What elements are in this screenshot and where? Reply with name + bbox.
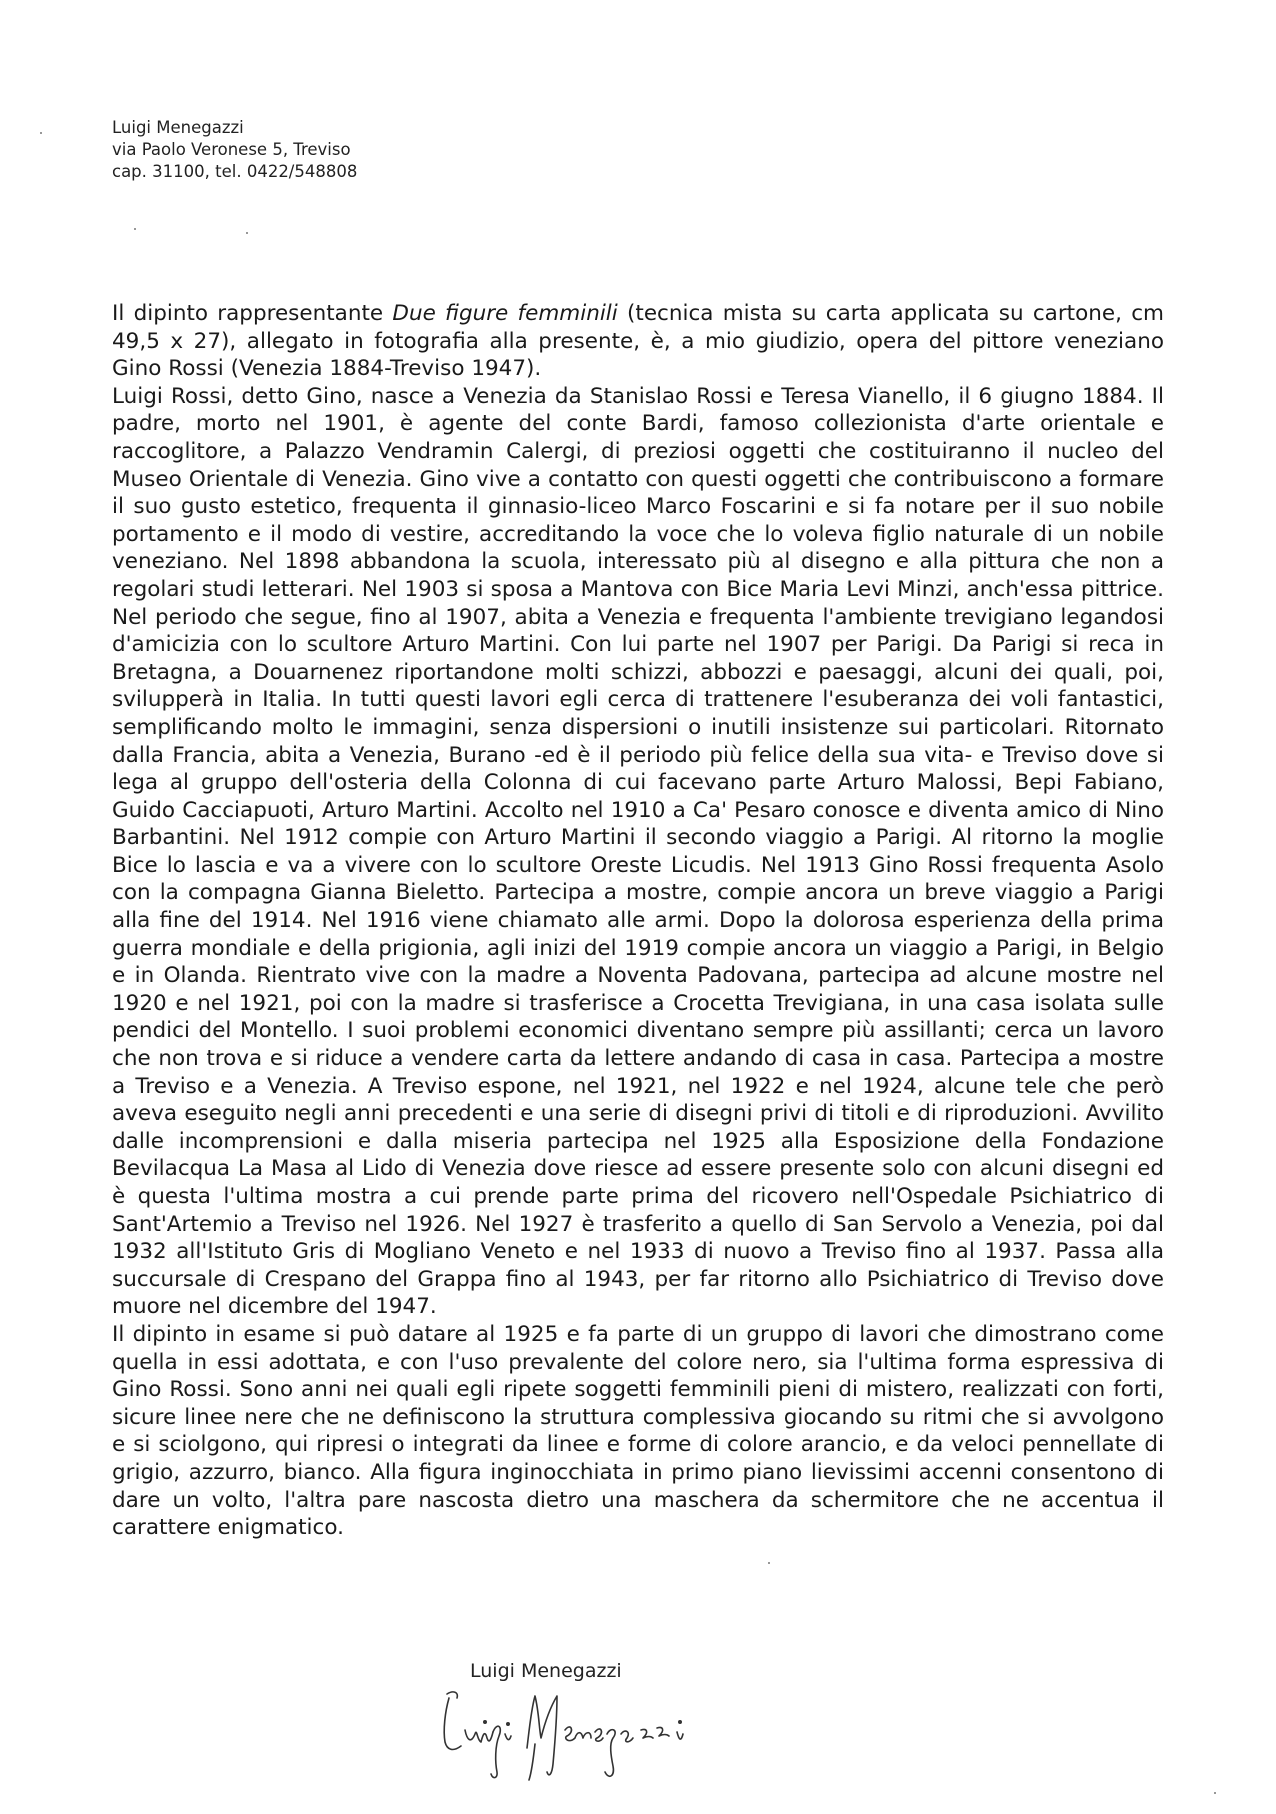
scan-speck (40, 132, 42, 134)
scan-speck (134, 228, 136, 230)
signature-printed-name: Luigi Menegazzi (470, 1660, 622, 1682)
letter-body (112, 300, 1164, 1542)
sender-address: via Paolo Veronese 5, Treviso (112, 140, 351, 159)
scan-speck (246, 232, 248, 234)
handwritten-signature (435, 1682, 725, 1792)
artwork-title: Due figure femminili (392, 301, 618, 326)
paragraph-attribution-rest: (tecnica mista su carta applicata su cartone, cm 49,5 x 27), allegato in fotografia alla presente, è, a mio giudizio, opera del pittore veneziano Gino Rossi (Venezia 1884-Treviso 1947). (112, 301, 1164, 382)
sender-name: Luigi Menegazzi (112, 118, 244, 137)
paragraph-biography: Luigi Rossi, detto Gino, nasce a Venezia da Stanislao Rossi e Teresa Vianello, il 6 giugno 1884. Il padre, morto nel 1901, è agente del conte Bardi, famoso collezionista d'arte orientale e raccoglitore, a Palazzo Vendramin Calergi, di preziosi oggetti che costituiranno il nucleo del Museo Orientale di Venezia. Gino vive a contatto con questi oggetti che contribuiscono a formare il suo gusto estetico, frequenta il ginnasio-liceo Marco Foscarini e si fa notare per il suo nobile portamento e il modo di vestire, accreditando la voce che lo voleva figlio naturale di un nobile veneziano. Nel 1898 abbandona la scuola, interessato più al disegno e alla pittura che non a regolari studi letterari. Nel 1903 si sposa a Mantova con Bice Maria Levi Minzi, anch'essa pittrice. Nel periodo che segue, fino al 1907, abita a Venezia e frequenta l'ambiente trevigiano legandosi d'amicizia con lo scultore Arturo Martini. Con lui parte nel 1907 per Parigi. Da Parigi si reca in Bretagna, a Douarnenez riportandone molti schizzi, abbozzi e paesaggi, alcuni dei quali, poi, svilupperà in Italia. In tutti questi lavori egli cerca di trattenere l'esuberanza dei voli fantastici, semplificando molto le immagini, senza dispersioni o inutili insistenze sui particolari. Ritornato dalla Francia, abita a Venezia, Burano -ed è il periodo più felice della sua vita- e Treviso dove si lega al gruppo dell'osteria della Colonna di cui facevano parte Arturo Malossi, Bepi Fabiano, Guido Cacciapuoti, Arturo Martini. Accolto nel 1910 a Ca' Pesaro conosce e diventa amico di Nino Barbantini. Nel 1912 compie con Arturo Martini il secondo viaggio a Parigi. Al ritorno la moglie Bice lo lascia e va a vivere con lo scultore Oreste Licudis. Nel 1913 Gino Rossi frequenta Asolo con la compagna Gianna Bieletto. Partecipa a mostre, compie ancora un breve viaggio a Parigi alla fine del 1914. Nel 1916 viene chiamato alle armi. Dopo la dolorosa esperienza della prima guerra mondiale e della prigionia, agli inizi del 1919 compie ancora un viaggio a Parigi, in Belgio e in Olanda. Rientrato vive con la madre a Noventa Padovana, partecipa ad alcune mostre nel 1920 e nel 1921, poi con la madre si trasferisce a Crocetta Trevigiana, in una casa isolata sulle pendici del Montello. I suoi problemi economici diventano sempre più assillanti; cerca un lavoro che non trova e si riduce a vendere carta da lettere andando di casa in casa. Partecipa a mostre a Treviso e a Venezia. A Treviso espone, nel 1921, nel 1922 e nel 1924, alcune tele che però aveva eseguito negli anni precedenti e una serie di disegni privi di titoli e di riproduzioni. Avvilito dalle incomprensioni e dalla miseria partecipa nel 1925 alla Esposizione della Fondazione Bevilacqua La Masa al Lido di Venezia dove riesce ad essere presente solo con alcuni disegni ed è questa l'ultima mostra a cui prende parte prima del ricovero nell'Ospedale Psichiatrico di Sant'Artemio a Treviso nel 1926. Nel 1927 è trasferito a quello di San Servolo a Venezia, poi dal 1932 all'Istituto Gris di Mogliano Veneto e nel 1933 di nuovo a Treviso fino al 1937. Passa alla succursale di Crespano del Grappa fino al 1943, per far ritorno allo Psichiatrico di Treviso dove muore nel dicembre del 1947. (112, 383, 1164, 1320)
paragraph-attribution (112, 300, 1164, 383)
paragraph-analysis: Il dipinto in esame si può datare al 1925 e fa parte di un gruppo di lavori che dimostrano come quella in essi adottata, e con l'uso prevalente del colore nero, sia l'ultima forma espressiva di Gino Rossi. Sono anni nei quali egli ripete soggetti femminili pieni di mistero, realizzati con forti, sicure linee nere che ne definiscono la struttura complessiva giocando su ritmi che si avvolgono e si sciolgono, qui ripresi o integrati da linee e forme di colore arancio, e da veloci pennellate di grigio, azzurro, bianco. Alla figura inginocchiata in primo piano lievissimi accenni consentono di dare un volto, l'altra pare nascosta dietro una maschera da schermitore che ne accentua il carattere enigmatico. (112, 1321, 1164, 1541)
paragraph-attribution-intro: Il dipinto rappresentante (112, 301, 393, 326)
scan-speck (768, 1562, 770, 1564)
scan-speck (1214, 1792, 1216, 1794)
sender-contact: cap. 31100, tel. 0422/548808 (112, 162, 358, 181)
sender-block (112, 117, 357, 183)
